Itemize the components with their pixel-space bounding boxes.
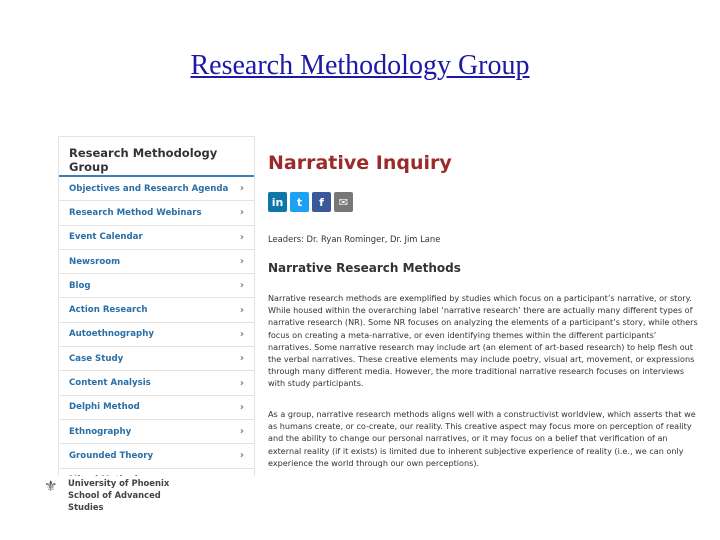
sidebar-item-label: Event Calendar: [69, 232, 143, 243]
sidebar-item-ethnography[interactable]: [59, 420, 254, 444]
section-heading: Narrative Research Methods: [268, 261, 461, 275]
chevron-right-icon: ›: [239, 450, 244, 462]
chevron-right-icon: ›: [239, 280, 244, 292]
sidebar-menu: [59, 177, 254, 476]
university-logo: [44, 477, 184, 535]
sidebar-item-label: Research Method Webinars: [69, 207, 202, 218]
sidebar-item-grounded-theory[interactable]: [59, 444, 254, 468]
sidebar-item-label: Newsroom: [69, 256, 121, 267]
paragraph: As a group, narrative research methods aligns well with a constructivist worldview, which asserts that we as humans create, or co-create, our reality. This creative aspect may focus more on perception of reality and the ability to change our personal narratives, or it may focus on a belief that verification of an external reality (if it exists) is limited due to inherent subjective experience of reality (i.e., we can only experience the world through our own perceptions).: [268, 409, 696, 468]
website-screenshot: [58, 136, 698, 476]
email-icon[interactable]: ✉: [334, 192, 353, 212]
sidebar-item-label: Objectives and Research Agenda: [69, 183, 229, 194]
sidebar-item-case-study[interactable]: [59, 347, 254, 371]
chevron-right-icon: ›: [239, 377, 244, 389]
sidebar-item-label: Ethnography: [69, 426, 132, 437]
sidebar-item-autoethnography[interactable]: [59, 323, 254, 347]
sidebar-item-objectives[interactable]: [59, 177, 254, 201]
sidebar-item-blog[interactable]: [59, 274, 254, 298]
linkedin-icon[interactable]: in: [268, 192, 287, 212]
page-title: Narrative Inquiry: [268, 152, 452, 174]
sidebar-item-label: Delphi Method: [69, 402, 140, 413]
sidebar: [58, 136, 255, 476]
chevron-right-icon: [240, 475, 244, 476]
sidebar-item-mixed-methods[interactable]: [59, 469, 254, 476]
logo-text: University of Phoenix School of Advanced Studies: [68, 478, 170, 512]
chevron-right-icon: ›: [239, 231, 244, 243]
leaders-text: Leaders: Dr. Ryan Rominger, Dr. Jim Lane: [268, 234, 441, 244]
phoenix-emblem-icon: ⚜: [44, 477, 58, 495]
sidebar-item-label: Autoethnography: [69, 329, 154, 340]
sidebar-item-label: Blog: [69, 280, 91, 291]
sidebar-item-content-analysis[interactable]: [59, 371, 254, 395]
sidebar-item-newsroom[interactable]: [59, 250, 254, 274]
chevron-right-icon: ›: [239, 353, 244, 365]
slide-title[interactable]: Research Methodology Group: [190, 50, 530, 81]
chevron-right-icon: ›: [239, 207, 244, 219]
chevron-right-icon: ›: [239, 256, 244, 268]
sidebar-item-label: [69, 475, 143, 476]
sidebar-header: Research Methodology Group: [59, 137, 254, 177]
facebook-icon[interactable]: f: [312, 192, 331, 212]
chevron-right-icon: ›: [239, 426, 244, 438]
chevron-right-icon: ›: [239, 401, 244, 413]
sidebar-item-label: Action Research: [69, 305, 148, 316]
share-bar: [268, 192, 353, 212]
sidebar-item-event-calendar[interactable]: [59, 226, 254, 250]
chevron-right-icon: ›: [239, 328, 244, 340]
paragraph: Narrative research methods are exemplified by studies which focus on a participant’s narrative, or story. While housed within the overarching label ‘narrative research’ there are actually many different types of narrative research (NR). Some NR focuses on analyzing the elements of a participant’s story, while others focus on creating a meta-narrative, or even identifying themes within the different participants’ narratives. Some narrative research may include art (an element of art-based research) to help flesh out the verbal narratives. These creative elements may include poetry, visual art, movement, or expressions through many different media. However, the more traditional narrative research focuses on interviews with study participants.: [268, 293, 698, 389]
sidebar-item-label: Content Analysis: [69, 378, 151, 389]
twitter-icon[interactable]: t: [290, 192, 309, 212]
sidebar-item-webinars[interactable]: [59, 201, 254, 225]
sidebar-item-action-research[interactable]: [59, 298, 254, 322]
sidebar-item-label: Grounded Theory: [69, 450, 154, 461]
chevron-right-icon: ›: [239, 183, 244, 195]
chevron-right-icon: ›: [239, 304, 244, 316]
sidebar-item-label: Case Study: [69, 353, 124, 364]
sidebar-item-delphi-method[interactable]: [59, 396, 254, 420]
